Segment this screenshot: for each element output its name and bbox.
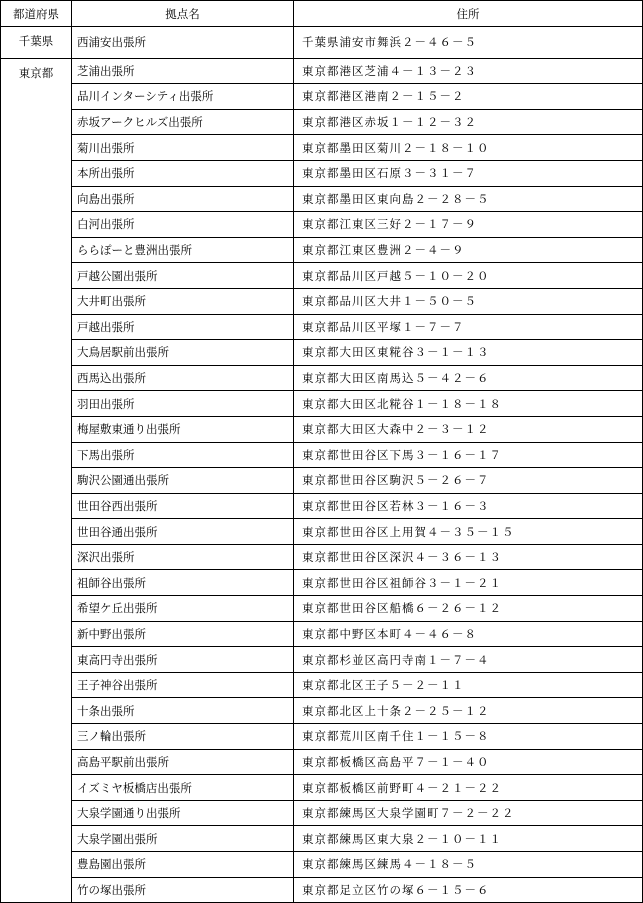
address-cell: 東京都練馬区大泉学園町７－２－２２ bbox=[294, 800, 643, 826]
address-cell: 東京都江東区三好２－１７－９ bbox=[294, 212, 643, 238]
address-cell: 東京都杉並区高円寺南１－７－４ bbox=[294, 647, 643, 673]
table-row bbox=[1, 237, 643, 263]
address-cell: 東京都中野区本町４－４６－８ bbox=[294, 621, 643, 647]
header-office: 拠点名 bbox=[72, 1, 294, 27]
prefecture-cell: 東京都 bbox=[1, 58, 72, 903]
address-cell: 東京都港区芝浦４－１３－２３ bbox=[294, 58, 643, 84]
address-cell: 東京都港区赤坂１－１２－３２ bbox=[294, 109, 643, 135]
address-cell: 東京都品川区平塚１－７－７ bbox=[294, 314, 643, 340]
office-name-cell: 戸越出張所 bbox=[72, 314, 294, 340]
address-cell: 東京都世田谷区祖師谷３－１－２１ bbox=[294, 570, 643, 596]
table-row bbox=[1, 212, 643, 238]
office-name-cell: 高島平駅前出張所 bbox=[72, 749, 294, 775]
office-name-cell: 梅屋敷東通り出張所 bbox=[72, 416, 294, 442]
address-cell: 東京都大田区北糀谷１－１８－１８ bbox=[294, 391, 643, 417]
header-row bbox=[1, 1, 643, 27]
table-row bbox=[1, 391, 643, 417]
address-cell: 東京都大田区南馬込５－４２－６ bbox=[294, 365, 643, 391]
table-row bbox=[1, 544, 643, 570]
table-body bbox=[1, 27, 643, 903]
office-name-cell: 三ノ輪出張所 bbox=[72, 724, 294, 750]
office-name-cell: 祖師谷出張所 bbox=[72, 570, 294, 596]
table-row bbox=[1, 775, 643, 801]
office-name-cell: 希望ケ丘出張所 bbox=[72, 596, 294, 622]
address-cell: 東京都世田谷区駒沢５－２６－７ bbox=[294, 468, 643, 494]
address-cell: 東京都板橋区高島平７－１－４０ bbox=[294, 749, 643, 775]
office-name-cell: 下馬出張所 bbox=[72, 442, 294, 468]
table-row bbox=[1, 84, 643, 110]
table-row bbox=[1, 749, 643, 775]
address-cell: 東京都墨田区東向島２－２８－５ bbox=[294, 186, 643, 212]
office-name-cell: 羽田出張所 bbox=[72, 391, 294, 417]
table-row bbox=[1, 160, 643, 186]
prefecture-cell: 千葉県 bbox=[1, 27, 72, 59]
address-cell: 東京都荒川区南千住１－１５－８ bbox=[294, 724, 643, 750]
table-row bbox=[1, 672, 643, 698]
office-name-cell: 西浦安出張所 bbox=[72, 27, 294, 59]
address-cell: 東京都品川区戸越５－１０－２０ bbox=[294, 263, 643, 289]
table-row bbox=[1, 570, 643, 596]
address-cell: 東京都板橋区前野町４－２１－２２ bbox=[294, 775, 643, 801]
address-cell: 東京都世田谷区船橋６－２６－１２ bbox=[294, 596, 643, 622]
address-cell: 東京都墨田区石原３－３１－７ bbox=[294, 160, 643, 186]
table-row bbox=[1, 442, 643, 468]
table-row bbox=[1, 852, 643, 878]
office-name-cell: 白河出張所 bbox=[72, 212, 294, 238]
table-row bbox=[1, 58, 643, 84]
address-cell: 東京都北区上十条２－２５－１２ bbox=[294, 698, 643, 724]
office-name-cell: 竹の塚出張所 bbox=[72, 877, 294, 903]
address-cell: 東京都世田谷区深沢４－３６－１３ bbox=[294, 544, 643, 570]
address-cell: 東京都墨田区菊川２－１８－１０ bbox=[294, 135, 643, 161]
header-address: 住所 bbox=[294, 1, 643, 27]
office-name-cell: 向島出張所 bbox=[72, 186, 294, 212]
address-cell: 東京都港区港南２－１５－２ bbox=[294, 84, 643, 110]
table-row bbox=[1, 186, 643, 212]
table-row bbox=[1, 365, 643, 391]
address-cell: 東京都品川区大井１－５０－５ bbox=[294, 288, 643, 314]
table-row bbox=[1, 493, 643, 519]
address-cell: 東京都大田区大森中２－３－１２ bbox=[294, 416, 643, 442]
table-row bbox=[1, 826, 643, 852]
table-row bbox=[1, 109, 643, 135]
office-name-cell: 深沢出張所 bbox=[72, 544, 294, 570]
office-name-cell: 品川インターシティ出張所 bbox=[72, 84, 294, 110]
office-name-cell: 大井町出張所 bbox=[72, 288, 294, 314]
address-cell: 東京都世田谷区下馬３－１６－１７ bbox=[294, 442, 643, 468]
office-name-cell: 本所出張所 bbox=[72, 160, 294, 186]
office-name-cell: イズミヤ板橋店出張所 bbox=[72, 775, 294, 801]
address-cell: 東京都足立区竹の塚６－１５－６ bbox=[294, 877, 643, 903]
office-name-cell: 駒沢公園通出張所 bbox=[72, 468, 294, 494]
office-name-cell: 十条出張所 bbox=[72, 698, 294, 724]
office-name-cell: 戸越公園出張所 bbox=[72, 263, 294, 289]
office-name-cell: 大泉学園出張所 bbox=[72, 826, 294, 852]
office-name-cell: 新中野出張所 bbox=[72, 621, 294, 647]
table-row bbox=[1, 288, 643, 314]
address-cell: 東京都江東区豊洲２－４－９ bbox=[294, 237, 643, 263]
office-name-cell: 王子神谷出張所 bbox=[72, 672, 294, 698]
address-cell: 東京都世田谷区若林３－１６－３ bbox=[294, 493, 643, 519]
table-row bbox=[1, 698, 643, 724]
table-row bbox=[1, 416, 643, 442]
address-cell: 千葉県浦安市舞浜２－４６－５ bbox=[294, 27, 643, 59]
table-row bbox=[1, 596, 643, 622]
office-name-cell: 菊川出張所 bbox=[72, 135, 294, 161]
address-cell: 東京都北区王子５－２－１１ bbox=[294, 672, 643, 698]
header-prefecture: 都道府県 bbox=[1, 1, 72, 27]
address-cell: 東京都大田区東糀谷３－１－１３ bbox=[294, 340, 643, 366]
table-row bbox=[1, 27, 643, 59]
office-name-cell: 芝浦出張所 bbox=[72, 58, 294, 84]
office-name-cell: 豊島園出張所 bbox=[72, 852, 294, 878]
table-row bbox=[1, 877, 643, 903]
office-name-cell: 大鳥居駅前出張所 bbox=[72, 340, 294, 366]
table-row bbox=[1, 724, 643, 750]
office-name-cell: 赤坂アークヒルズ出張所 bbox=[72, 109, 294, 135]
table-row bbox=[1, 135, 643, 161]
address-cell: 東京都練馬区練馬４－１８－５ bbox=[294, 852, 643, 878]
table-row bbox=[1, 621, 643, 647]
office-name-cell: 西馬込出張所 bbox=[72, 365, 294, 391]
office-name-cell: 世田谷西出張所 bbox=[72, 493, 294, 519]
table-row bbox=[1, 468, 643, 494]
office-name-cell: 大泉学園通り出張所 bbox=[72, 800, 294, 826]
address-cell: 東京都世田谷区上用賀４－３５－１５ bbox=[294, 519, 643, 545]
table-row bbox=[1, 647, 643, 673]
table-row bbox=[1, 340, 643, 366]
address-cell: 東京都練馬区東大泉２－１０－１１ bbox=[294, 826, 643, 852]
table-row bbox=[1, 519, 643, 545]
office-name-cell: 世田谷通出張所 bbox=[72, 519, 294, 545]
table-row bbox=[1, 263, 643, 289]
table-row bbox=[1, 314, 643, 340]
office-name-cell: 東高円寺出張所 bbox=[72, 647, 294, 673]
table-row bbox=[1, 800, 643, 826]
office-name-cell: ららぽーと豊洲出張所 bbox=[72, 237, 294, 263]
